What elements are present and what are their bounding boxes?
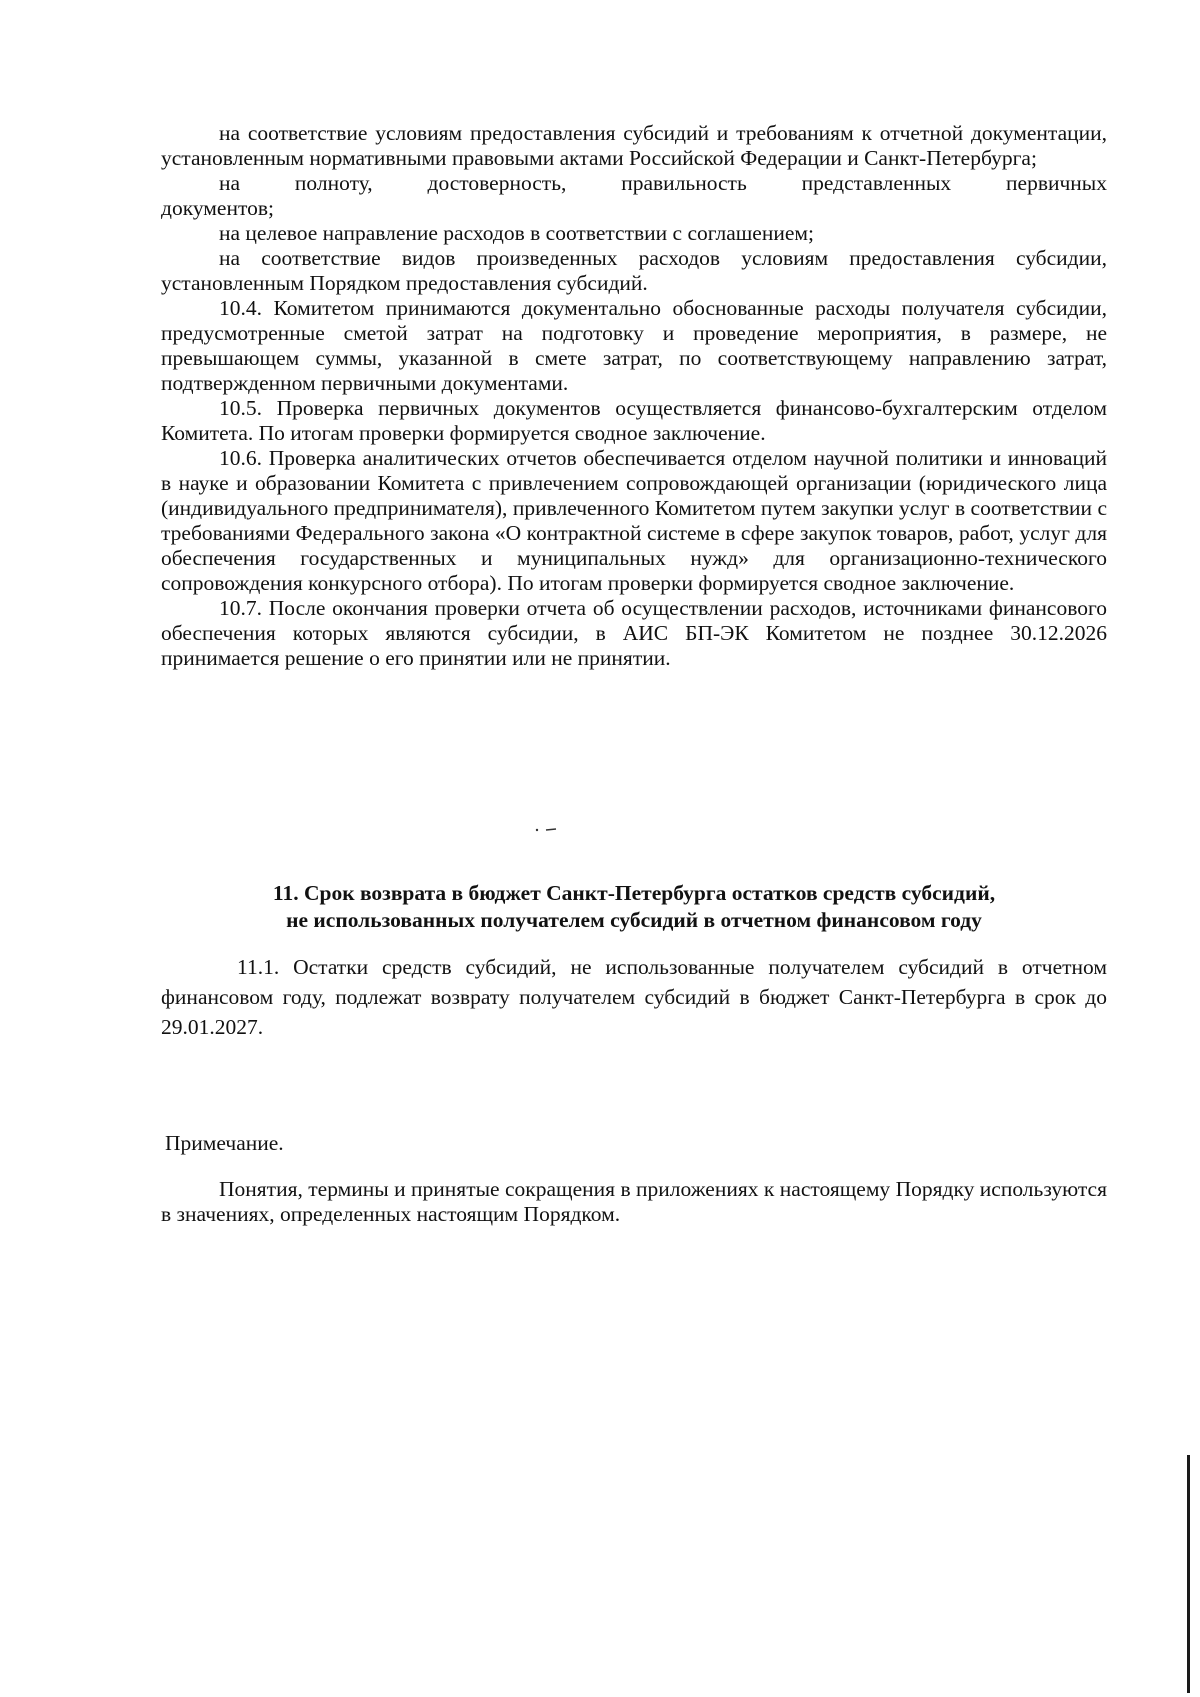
- paragraph-target-direction-check: на целевое направление расходов в соответствии с соглашением;: [219, 221, 814, 245]
- paragraph-completeness-check: на полноту, достоверность, правильность представленных первичных: [219, 171, 1107, 195]
- note-text: Понятия, термины и принятые сокращения в приложениях к настоящему Порядку используются в значениях, определенных настоящим Порядком.: [161, 1177, 1107, 1226]
- scan-speck: [534, 827, 558, 833]
- paragraph-compliance-check: на соответствие условиям предоставления субсидий и требованиям к отчетной документации, установленным нормативными правовыми актами Российской Федерации и Санкт-Петербурга;: [161, 121, 1107, 170]
- clause-10-5: 10.5. Проверка первичных документов осуществляется финансово-бухгалтерским отделом Комитета. По итогам проверки формируется сводное заключение.: [161, 396, 1107, 445]
- note-label: Примечание.: [165, 1131, 284, 1155]
- section-11-body: [161, 952, 1107, 1042]
- clause-10-4: 10.4. Комитетом принимаются документально обоснованные расходы получателя субсидии, предусмотренные сметой затрат на подготовку и проведение мероприятия, в размере, не превышающем суммы, указанной в смете затрат, по соответствующему направлению затрат, подтвержденном первичными документами.: [161, 296, 1107, 395]
- scan-edge-line: [1187, 1455, 1190, 1693]
- paragraph-expense-types-check: на соответствие видов произведенных расходов условиям предоставления субсидии, установленным Порядком предоставления субсидий.: [161, 246, 1107, 295]
- clause-10-6: 10.6. Проверка аналитических отчетов обеспечивается отделом научной политики и инноваций в науке и образовании Комитета с привлечением сопровождающей организации (юридического лица (индивидуального предпринимателя), привлеченного Комитетом путем закупки услуг в соответствии с требованиями Федерального закона «О контрактной системе в сфере закупок товаров, работ, услуг для обеспечения государственных и муниципальных нужд» для организационно-технического сопровождения конкурсного отбора). По итогам проверки формируется сводное заключение.: [161, 446, 1107, 595]
- section-11-heading-line-1: 11. Срок возврата в бюджет Санкт-Петербурга остатков средств субсидий,: [272, 881, 996, 905]
- clause-11-1: 11.1. Остатки средств субсидий, не использованные получателем субсидий в отчетном финансовом году, подлежат возврату получателем субсидий в бюджет Санкт-Петербурга в срок до 29.01.2027.: [161, 955, 1107, 1039]
- section-11-heading: [161, 880, 1107, 934]
- clause-10-7: 10.7. После окончания проверки отчета об осуществлении расходов, источниками финансового обеспечения которых являются субсидии, в АИС БП-ЭК Комитетом не позднее 30.12.2026 принимается решение о его принятии или не принятии.: [161, 596, 1107, 670]
- section-11-heading-line-2: не использованных получателем субсидий в отчетном финансовом году: [286, 908, 982, 932]
- document-body: [161, 121, 1107, 671]
- paragraph-completeness-check-continued: документов;: [161, 196, 274, 220]
- note-body: [161, 1177, 1107, 1227]
